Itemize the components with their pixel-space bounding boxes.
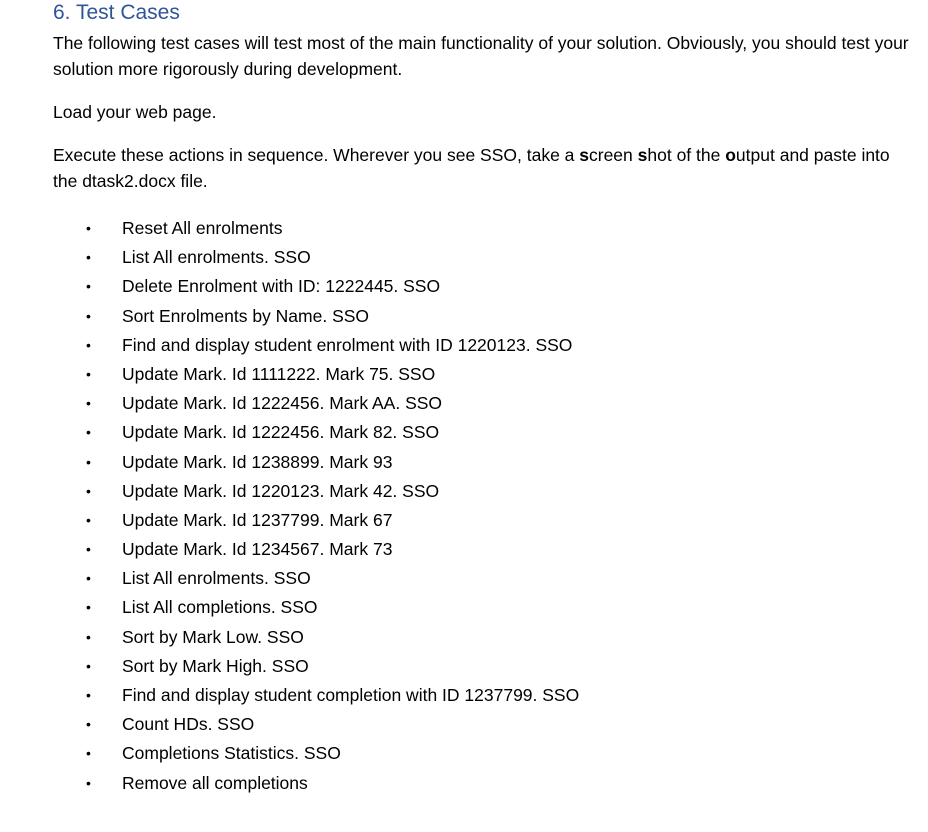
list-item <box>53 535 913 564</box>
bullet-icon: • <box>86 278 91 295</box>
bullet-icon: • <box>86 249 91 266</box>
intro-paragraph: The following test cases will test most of the main functionality of your solution. Obviously, you should test your solution more rigorously during development. <box>53 33 909 79</box>
list-item <box>53 272 913 301</box>
bullet-icon: • <box>86 365 91 382</box>
list-item <box>53 739 913 768</box>
test-case-text: Update Mark. Id 1220123. Mark 42. SSO <box>122 480 440 501</box>
bullet-icon: • <box>86 424 91 441</box>
list-item <box>53 448 913 477</box>
test-case-text: Update Mark. Id 1238899. Mark 93 <box>122 451 393 472</box>
bullet-icon: • <box>86 628 91 645</box>
test-case-text: Sort by Mark High. SSO <box>122 655 309 676</box>
list-item <box>53 389 913 418</box>
section-heading: 6. Test Cases <box>53 1 180 24</box>
execute-text-3: hot of the <box>647 145 726 165</box>
list-item <box>53 243 913 272</box>
test-case-text: Update Mark. Id 1234567. Mark 73 <box>122 539 393 560</box>
test-case-text: Remove all completions <box>122 772 308 793</box>
list-item <box>53 214 913 243</box>
bullet-icon: • <box>86 307 91 324</box>
test-case-text: Update Mark. Id 1222456. Mark AA. SSO <box>122 393 443 414</box>
list-item <box>53 681 913 710</box>
test-case-text: Completions Statistics. SSO <box>122 743 341 764</box>
list-item <box>53 360 913 389</box>
execute-text-4: utput and paste into the dtask2.docx file. <box>53 145 890 191</box>
list-item <box>53 506 913 535</box>
execute-bold-o: o <box>725 145 736 165</box>
test-case-text: List All enrolments. SSO <box>122 568 311 589</box>
list-item <box>53 302 913 331</box>
bullet-icon: • <box>86 657 91 674</box>
list-item <box>53 623 913 652</box>
test-case-text: Sort by Mark Low. SSO <box>122 626 304 647</box>
test-case-list <box>53 214 913 798</box>
test-case-text: Find and display student completion with ID 1237799. SSO <box>122 685 580 705</box>
test-case-text: Sort Enrolments by Name. SSO <box>122 305 370 326</box>
test-case-text: Update Mark. Id 1237799. Mark 67 <box>122 509 393 530</box>
list-item <box>53 769 913 798</box>
test-case-text: Update Mark. Id 1111222. Mark 75. SSO <box>122 363 436 384</box>
bullet-icon: • <box>86 453 91 470</box>
execute-text-2: creen <box>589 145 638 165</box>
bullet-icon: • <box>86 336 91 353</box>
bullet-icon: • <box>86 220 91 236</box>
list-item <box>53 710 913 739</box>
bullet-icon: • <box>86 716 91 733</box>
test-case-text: Update Mark. Id 1222456. Mark 82. SSO <box>122 422 440 443</box>
execute-text-1: Execute these actions in sequence. Wherever you see SSO, take a <box>53 145 580 165</box>
test-case-text: Find and display student enrolment with ID 1220123. SSO <box>122 334 573 355</box>
bullet-icon: • <box>86 395 91 412</box>
load-instruction: Load your web page. <box>53 102 217 122</box>
list-item <box>53 477 913 506</box>
list-item <box>53 331 913 360</box>
execute-instruction <box>53 142 913 194</box>
bullet-icon: • <box>86 511 91 528</box>
test-case-text: List All enrolments. SSO <box>122 247 311 268</box>
bullet-icon: • <box>86 774 91 791</box>
bullet-icon: • <box>86 745 91 762</box>
test-case-text: Reset All enrolments <box>122 218 283 238</box>
list-item <box>53 593 913 622</box>
bullet-icon: • <box>86 541 91 558</box>
execute-bold-s2: s <box>637 145 648 165</box>
document-page <box>53 0 913 798</box>
bullet-icon: • <box>86 482 91 499</box>
list-item <box>53 564 913 593</box>
bullet-icon: • <box>86 687 91 703</box>
test-case-text: Delete Enrolment with ID: 1222445. SSO <box>122 276 441 297</box>
list-item <box>53 418 913 447</box>
bullet-icon: • <box>86 570 91 587</box>
execute-bold-s1: s <box>579 145 589 165</box>
test-case-text: Count HDs. SSO <box>122 714 255 735</box>
bullet-icon: • <box>86 599 91 616</box>
test-case-text: List All completions. SSO <box>122 597 318 618</box>
list-item <box>53 652 913 681</box>
